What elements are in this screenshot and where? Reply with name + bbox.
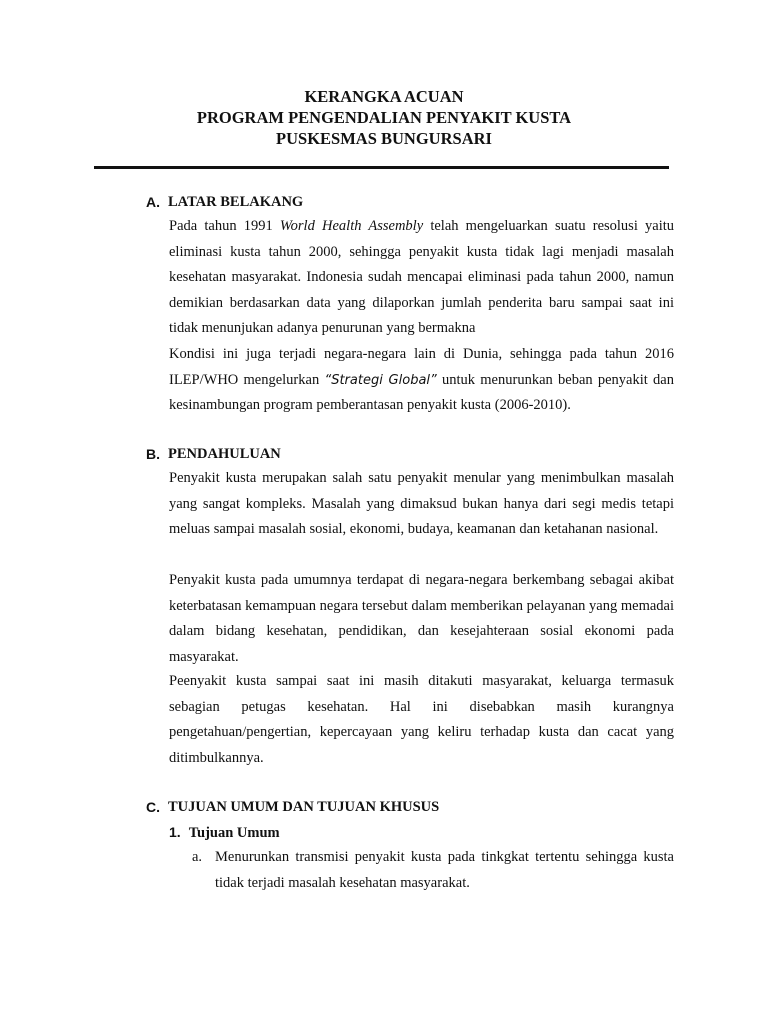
section-a-paragraph-1 — [169, 214, 674, 342]
section-b-title: PENDAHULUAN — [168, 446, 281, 462]
section-a-p1-italic: World Health Assembly — [279, 218, 424, 234]
title-divider — [94, 166, 669, 169]
section-c-title: TUJUAN UMUM DAN TUJUAN KHUSUS — [168, 799, 440, 815]
document-title — [0, 86, 768, 149]
list-item-a-text: Menurunkan transmisi penyakit kusta pada tinkgkat tertentu sehingga kusta tidak terjadi masalah kesehatan masyarakat. — [215, 849, 674, 891]
subsection-1-title: Tujuan Umum — [188, 825, 280, 841]
section-b-paragraph-3: Peenyakit kusta sampai saat ini masih ditakuti masyarakat, keluarga termasuk sebagian petugas kesehatan. Hal ini disebabkan masih kurangnya pengetahuan/pengertian, kepercayaan yang keliru terhadap kusta dan cacat yang ditimbulkannya. — [169, 673, 674, 766]
subsection-1-heading — [169, 822, 280, 843]
list-item-a-marker: a. — [192, 849, 203, 865]
section-a-title: LATAR BELAKANG — [168, 194, 304, 210]
section-b-paragraph-2: Penyakit kusta pada umumnya terdapat di negara-negara berkembang sebagai akibat keterbatasan kemampuan negara tersebut dalam memberikan pelayanan yang memadai dalam bidang kesehatan, pendidikan, dan kesejahteraan sosial ekonomi pada masyarakat. — [169, 572, 674, 665]
title-line-3: PUSKESMAS BUNGURSARI — [276, 129, 492, 148]
section-a-p1-pre: Pada tahun 1991 — [169, 218, 280, 234]
section-a-paragraph-2 — [169, 342, 674, 419]
title-line-1: KERANGKA ACUAN — [304, 87, 464, 106]
section-b-paragraph-1: Penyakit kusta merupakan salah satu penyakit menular yang menimbulkan masalah yang sangat kompleks. Masalah yang dimaksud bukan hanya dari segi medis tetapi meluas sampai masalah sosial, ekonomi, budaya, keamanan dan ketahanan nasional. — [169, 470, 674, 537]
title-line-2: PROGRAM PENGENDALIAN PENYAKIT KUSTA — [196, 108, 572, 127]
subsection-1-number: 1. — [169, 824, 181, 840]
section-c-letter: C. — [146, 799, 160, 815]
section-a-p2-pre: Kondisi ini juga terjadi negara-negara lain di Dunia, sehingga pada tahun 2016 ILEP/WHO mengelurkan — [169, 346, 674, 388]
section-b-letter: B. — [146, 446, 160, 462]
section-a-p2-quote: “Strategi Global” — [324, 372, 437, 388]
section-a-letter: A. — [146, 194, 160, 210]
section-a-p2-post: untuk menurunkan beban penyakit dan kesinambungan program pemberantasan penyakit kusta (2006-2010). — [169, 371, 674, 413]
section-a-p1-post: telah mengeluarkan suatu resolusi yaitu eliminasi kusta tahun 2000, sehingga penyakit kusta tidak lagi menjadi masalah kesehatan masyarakat. Indonesia sudah mencapai eliminasi pada tahun 2000, namun demikian berdasarkan data yang dilaporkan jumlah penderita baru sampai saat ini tidak menunjukan adanya penurunan yang bermakna — [169, 218, 675, 336]
